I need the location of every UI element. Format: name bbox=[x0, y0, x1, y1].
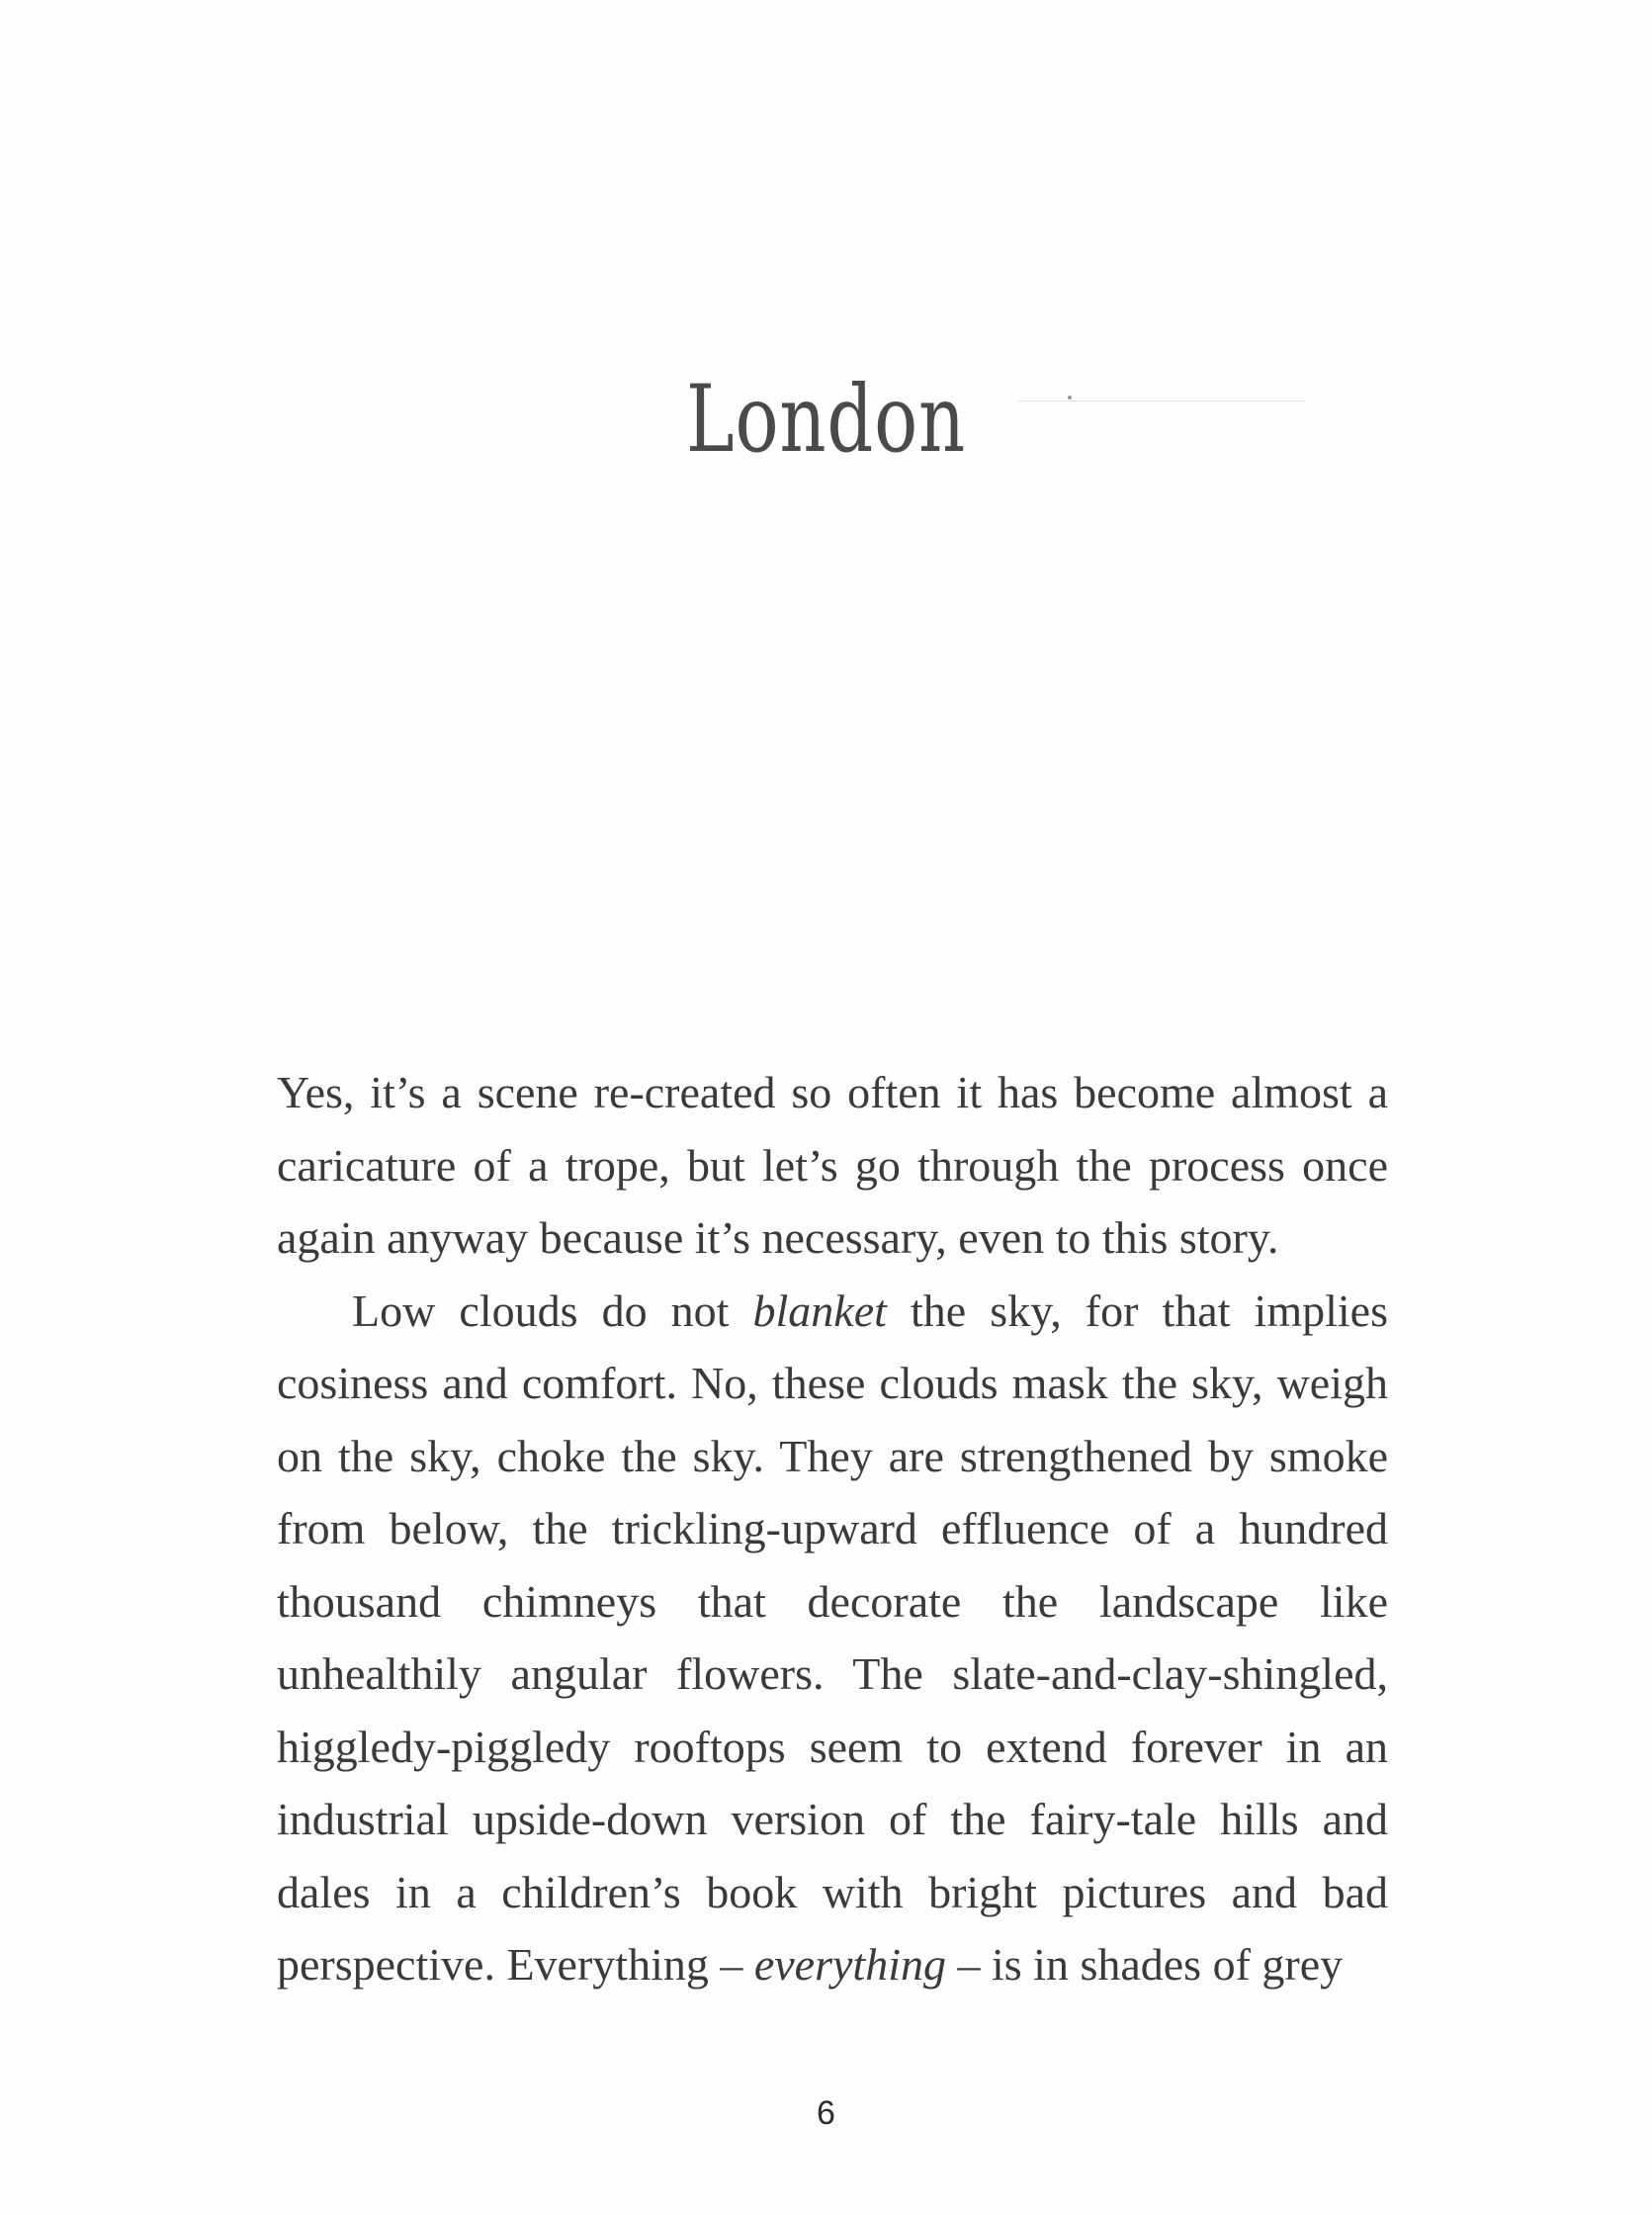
paragraph-2-text-a: Low clouds do not bbox=[352, 1285, 753, 1336]
chapter-title: London bbox=[685, 366, 967, 474]
paragraph-2-italic-blanket: blanket bbox=[752, 1285, 887, 1336]
paragraph-2-text-b: the sky, for that implies cosiness and comfort. No, these clouds mask the sky, weigh on the sky, choke the sky. They are strengthened by smoke from below, the trickling-upward effluence of a hundred thousand chimneys that decorate the landscape like unhealthily angular flowers. The slate-and-clay-shingled, higgledy-piggledy rooftops seem to extend forever in an industrial upside-down version of the fairy-tale hills and dales in a children’s book with bright pictures and bad perspective. Everything – bbox=[277, 1285, 1389, 1990]
page-number: 6 bbox=[817, 2094, 835, 2132]
paragraph-2 bbox=[277, 1275, 1388, 2001]
body-text bbox=[277, 1056, 1388, 2001]
paragraph-1: Yes, it’s a scene re-created so often it has become almost a caricature of a trope, but let’s go through the process once again anyway because it’s necessary, even to this story. bbox=[277, 1067, 1388, 1263]
paragraph-2-text-c: – is in shades of grey bbox=[945, 1939, 1344, 1990]
paragraph-2-italic-everything: everything bbox=[753, 1939, 946, 1990]
